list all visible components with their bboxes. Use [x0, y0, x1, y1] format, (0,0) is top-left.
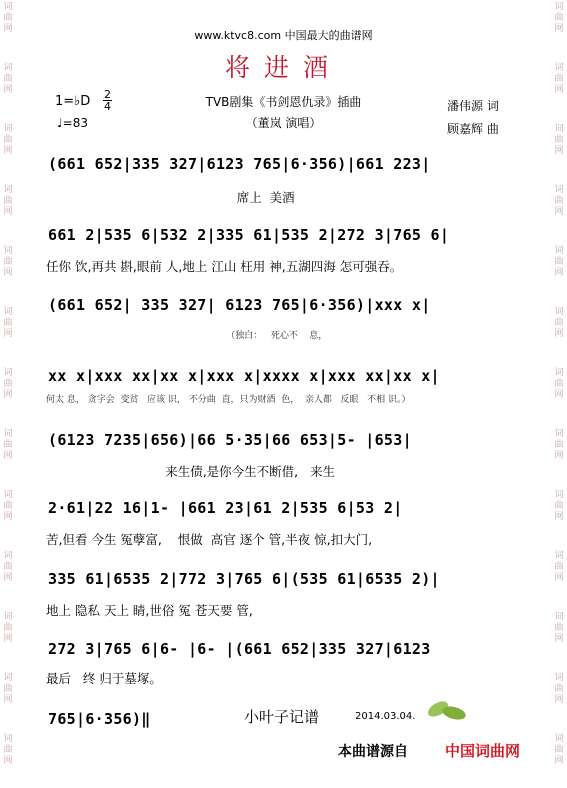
watermark-char: 曲	[3, 379, 13, 389]
watermark-char: 网	[554, 268, 564, 278]
footer-site[interactable]: 中国词曲网	[445, 742, 521, 760]
watermark-char: 词	[3, 63, 13, 73]
watermark-group	[554, 246, 563, 279]
leaf-icon	[424, 693, 468, 723]
transcribe-date: 2014.03.04.	[355, 711, 416, 722]
watermark-char: 网	[3, 512, 13, 522]
watermark-char: 词	[3, 429, 13, 439]
watermark-char: 词	[554, 185, 564, 195]
watermark-char: 网	[3, 573, 13, 583]
watermark-char: 曲	[554, 623, 564, 633]
score-line-1: (661 652|335 327|6123 765|6·356)|661 223|	[48, 155, 431, 173]
watermark-char: 词	[3, 2, 13, 12]
song-source: TVB剧集《书剑恩仇录》插曲	[205, 95, 362, 109]
score-line-5: (6123 7235|656)|66 5·35|66 653|5- |653|	[48, 431, 412, 449]
watermark-char: 词	[3, 612, 13, 622]
watermark-char: 网	[3, 146, 13, 156]
watermark-char: 网	[3, 756, 13, 766]
watermark-char: 词	[554, 246, 564, 256]
time-bottom: 4	[104, 100, 111, 113]
watermark-char: 词	[554, 734, 564, 744]
watermark-char: 曲	[554, 13, 564, 23]
watermark-char: 曲	[3, 562, 13, 572]
score-line-7: 335 61|6535 2|772 3|765 6|(535 61|6535 2)|	[48, 570, 440, 588]
watermark-char: 词	[3, 551, 13, 561]
watermark-char: 词	[554, 307, 564, 317]
watermark-group	[554, 612, 563, 645]
composer: 顾嘉辉 曲	[447, 122, 499, 136]
watermark-char: 词	[554, 551, 564, 561]
lyric-line-3: （独白： 死心不 息，	[46, 331, 328, 341]
watermark-char: 网	[3, 634, 13, 644]
watermark-char: 词	[3, 673, 13, 683]
watermark-char: 词	[554, 673, 564, 683]
watermark-char: 曲	[554, 196, 564, 206]
watermark-char: 网	[554, 451, 564, 461]
watermark-group	[3, 673, 12, 706]
watermark-char: 曲	[554, 379, 564, 389]
watermark-char: 网	[3, 207, 13, 217]
watermark-char: 网	[3, 329, 13, 339]
watermark-char: 网	[554, 207, 564, 217]
watermark-char: 曲	[554, 745, 564, 755]
lyricist: 潘伟源 词	[447, 99, 499, 113]
lyric-line-8: 最后 终 归于墓塚。	[46, 671, 162, 686]
score-line-3: (661 652| 335 327| 6123 765|6·356)|xxx x|	[48, 296, 431, 314]
watermark-char: 词	[3, 734, 13, 744]
watermark-char: 网	[3, 85, 13, 95]
watermark-char: 曲	[554, 684, 564, 694]
watermark-char: 曲	[3, 74, 13, 84]
watermark-group	[554, 673, 563, 706]
watermark-group	[554, 551, 563, 584]
watermark-char: 曲	[3, 318, 13, 328]
watermark-char: 曲	[3, 257, 13, 267]
watermark-char: 词	[554, 368, 564, 378]
score-line-8: 272 3|765 6|6- |6- |(661 652|335 327|6123	[48, 640, 431, 658]
watermark-char: 网	[554, 695, 564, 705]
watermark-char: 曲	[3, 13, 13, 23]
watermark-char: 曲	[554, 440, 564, 450]
watermark-char: 曲	[3, 501, 13, 511]
watermark-char: 曲	[554, 135, 564, 145]
watermark-char: 词	[3, 490, 13, 500]
watermark-char: 网	[3, 268, 13, 278]
site-url: www.ktvc8.com 中国最大的曲谱网	[194, 29, 373, 42]
watermark-char: 词	[3, 368, 13, 378]
lyric-line-1: 席上 美酒	[46, 190, 295, 205]
watermark-char: 词	[3, 185, 13, 195]
watermark-char: 词	[554, 612, 564, 622]
watermark-group	[3, 734, 12, 767]
watermark-group	[554, 734, 563, 767]
key-signature: 1=♭D	[55, 94, 91, 109]
watermark-char: 曲	[3, 196, 13, 206]
watermark-char: 网	[3, 24, 13, 34]
watermark-group	[3, 246, 12, 279]
watermark-char: 曲	[554, 318, 564, 328]
watermark-char: 曲	[554, 257, 564, 267]
score-line-9: 765|6·356)‖	[48, 710, 151, 728]
watermark-char: 曲	[3, 745, 13, 755]
watermark-char: 网	[554, 390, 564, 400]
watermark-char: 词	[3, 124, 13, 134]
watermark-group	[554, 429, 563, 462]
watermark-char: 曲	[3, 135, 13, 145]
song-title: 将进酒	[224, 53, 342, 82]
watermark-char: 词	[3, 246, 13, 256]
watermark-char: 曲	[3, 684, 13, 694]
watermark-char: 网	[554, 512, 564, 522]
lyric-line-2: 任你 饮,再共 斟,眼前 人,地上 江山 枉用 神,五湖四海 怎可强吞。	[46, 259, 403, 274]
watermark-char: 网	[3, 695, 13, 705]
watermark-char: 曲	[3, 440, 13, 450]
watermark-char: 词	[554, 2, 564, 12]
watermark-char: 网	[554, 85, 564, 95]
score-line-4: xx x|xxx xx|xx x|xxx x|xxxx x|xxx xx|xx x|	[48, 367, 440, 385]
lyric-line-5: 来生债,是你今生不断借, 来生	[46, 464, 336, 479]
watermark-group	[554, 185, 563, 218]
watermark-group	[554, 307, 563, 340]
watermark-char: 曲	[3, 623, 13, 633]
watermark-group	[3, 185, 12, 218]
watermark-group	[3, 551, 12, 584]
watermark-char: 网	[554, 756, 564, 766]
watermark-char: 曲	[554, 562, 564, 572]
watermark-char: 网	[554, 634, 564, 644]
watermark-char: 词	[554, 490, 564, 500]
footer-prefix: 本曲谱源自	[338, 744, 408, 760]
watermark-group	[3, 429, 12, 462]
score-line-2: 661 2|535 6|532 2|335 61|535 2|272 3|765 6|	[48, 226, 450, 244]
tempo-mark: ♩=83	[57, 116, 88, 130]
lyric-line-7: 地上 隐私 天上 睛,世俗 冤 苍天要 管,	[46, 603, 253, 618]
watermark-char: 网	[554, 573, 564, 583]
watermark-char: 网	[554, 24, 564, 34]
singer: （董岚 演唱）	[245, 116, 322, 130]
watermark-group	[554, 490, 563, 523]
watermark-char: 词	[3, 307, 13, 317]
watermark-char: 网	[3, 451, 13, 461]
watermark-char: 网	[554, 146, 564, 156]
watermark-char: 网	[554, 329, 564, 339]
watermark-char: 网	[3, 390, 13, 400]
watermark-group	[554, 368, 563, 401]
watermark-char: 曲	[554, 501, 564, 511]
watermark-char: 曲	[554, 74, 564, 84]
watermark-char: 词	[554, 429, 564, 439]
transcriber-signature: 小叶子记谱	[244, 708, 320, 726]
watermark-group	[3, 490, 12, 523]
time-top: 2	[104, 88, 111, 101]
lyric-line-6: 苦,但看 今生 冤孽富, 恨做 高官 逐个 管,半夜 惊,扣大门,	[46, 532, 373, 547]
lyric-line-4: 何太 息， 贪字会 变贫 应该 识， 不分曲 直，只为财酒 色， 亲人都 反眼 不相 识。）	[46, 395, 411, 405]
watermark-group	[3, 612, 12, 645]
score-line-6: 2·61|22 16|1- |661 23|61 2|535 6|53 2|	[48, 499, 403, 517]
watermark-group	[3, 307, 12, 340]
watermark-char: 词	[554, 63, 564, 73]
watermark-char: 词	[554, 124, 564, 134]
watermark-group	[3, 368, 12, 401]
